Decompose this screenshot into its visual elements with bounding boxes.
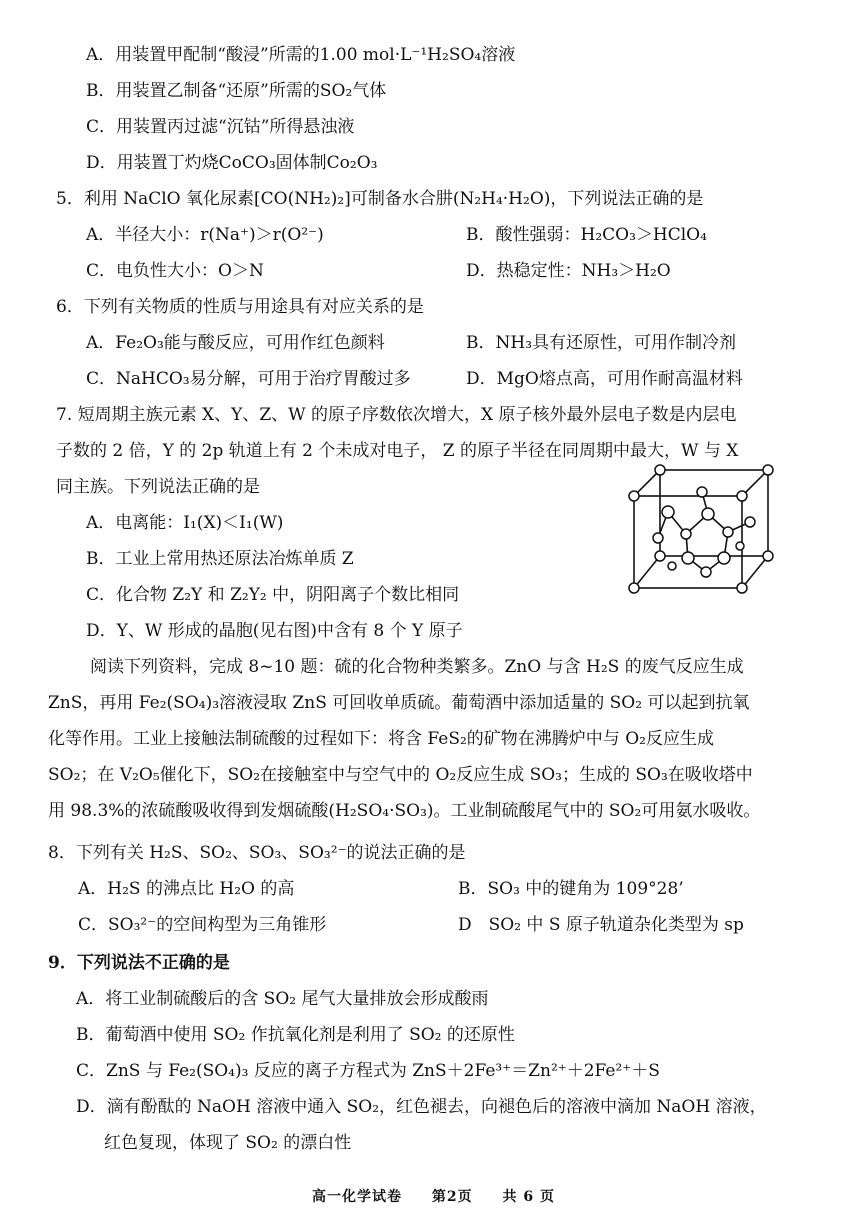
q7-option-d: D．Y、W 形成的晶胞(见右图)中含有 8 个 Y 原子 [86,621,463,641]
passage-line-2: ZnS，再用 Fe₂(SO₄)₃溶液浸取 ZnS 可回收单质硫。葡萄酒中添加适量的 SO₂ 可以起到抗氧 [48,693,750,713]
q6-option-a: A．Fe₂O₃能与酸反应，可用作红色颜料 [86,333,385,353]
q4-option-d: D．用装置丁灼烧CoCO₃固体制Co₂O₃ [86,153,378,173]
q6-option-b: B．NH₃具有还原性，可用作制冷剂 [466,333,737,353]
q9-option-c: C．ZnS 与 Fe₂(SO₄)₃ 反应的离子方程式为 ZnS＋2Fe³⁺＝Zn²⁺＋2Fe²⁺＋S [76,1061,660,1081]
q5-option-a: A．半径大小：r(Na⁺)＞r(O²⁻) [86,225,324,245]
q5-option-b: B．酸性强弱：H₂CO₃＞HClO₄ [466,225,707,245]
q9-option-b: B．葡萄酒中使用 SO₂ 作抗氧化剂是利用了 SO₂ 的还原性 [76,1025,515,1045]
q9-option-d-line-2: 红色复现，体现了 SO₂ 的漂白性 [104,1133,352,1153]
passage-line-5: 用 98.3%的浓硫酸吸收得到发烟硫酸(H₂SO₄·SO₃)。工业制硫酸尾气中的 SO₂可用氨水吸收。 [48,801,761,821]
q7-stem-line-3: 同主族。下列说法正确的是 [56,477,260,497]
q9-option-d-line-1: D．滴有酚酞的 NaOH 溶液中通入 SO₂，红色褪去，向褪色后的溶液中滴加 NaOH 溶液， [76,1097,767,1117]
q8-option-d: D SO₂ 中 S 原子轨道杂化类型为 sp [458,915,744,935]
q6-option-d: D．MgO熔点高，可用作耐高温材料 [466,369,743,389]
passage-line-4: SO₂；在 V₂O₅催化下，SO₂在接触室中与空气中的 O₂反应生成 SO₃；生成的 SO₃在吸收塔中 [48,765,753,785]
passage-line-1: 阅读下列资料，完成 8~10 题：硫的化合物种类繁多。ZnO 与含 H₂S 的废气反应生成 [90,657,744,677]
q5-option-d: D．热稳定性：NH₃＞H₂O [466,261,671,281]
page-footer [0,1186,867,1206]
q7-stem-line-2: 子数的 2 倍，Y 的 2p 轨道上有 2 个未成对电子， Z 的原子半径在同周期中最大，W 与 X [56,441,739,461]
q7-option-a: A．电离能：I₁(X)＜I₁(W) [86,513,284,533]
q8-stem: 8．下列有关 H₂S、SO₂、SO₃、SO₃²⁻的说法正确的是 [48,843,466,863]
footer-title: 高一化学试卷 [312,1189,402,1205]
q8-option-b: B．SO₃ 中的键角为 109°28’ [458,879,684,899]
passage-line-3: 化等作用。工业上接触法制硫酸的过程如下：将含 FeS₂的矿物在沸腾炉中与 O₂反应生成 [48,729,714,749]
q8-option-c: C．SO₃²⁻的空间构型为三角锥形 [78,915,327,935]
q7-option-c: C．化合物 Z₂Y 和 Z₂Y₂ 中，阴阳离子个数比相同 [86,585,460,605]
q6-option-c: C．NaHCO₃易分解，可用于治疗胃酸过多 [86,369,411,389]
q9-stem: 9．下列说法不正确的是 [48,953,230,973]
q9-option-a: A．将工业制硫酸后的含 SO₂ 尾气大量排放会形成酸雨 [76,989,489,1009]
q4-option-b: B．用装置乙制备“还原”所需的SO₂气体 [86,81,387,101]
q4-option-c: C．用装置丙过滤“沉钴”所得悬浊液 [86,117,355,137]
q4-option-a: A．用装置甲配制“酸浸”所需的1.00 mol·L⁻¹H₂SO₄溶液 [86,45,516,65]
q5-option-c: C．电负性大小：O＞N [86,261,264,281]
crystal-cell-figure [628,462,774,594]
footer-total-pages: 共 6 页 [502,1189,555,1205]
q7-stem-line-1: 7. 短周期主族元素 X、Y、Z、W 的原子序数依次增大，X 原子核外最外层电子数是内层电 [56,405,737,425]
q8-option-a: A．H₂S 的沸点比 H₂O 的高 [78,879,295,899]
q7-option-b: B．工业上常用热还原法冶炼单质 Z [86,549,354,569]
footer-page-number: 第2页 [431,1189,473,1205]
q5-stem: 5．利用 NaClO 氧化尿素[CO(NH₂)₂]可制备水合肼(N₂H₄·H₂O)，下列说法正确的是 [56,189,704,209]
q6-stem: 6．下列有关物质的性质与用途具有对应关系的是 [56,297,424,317]
